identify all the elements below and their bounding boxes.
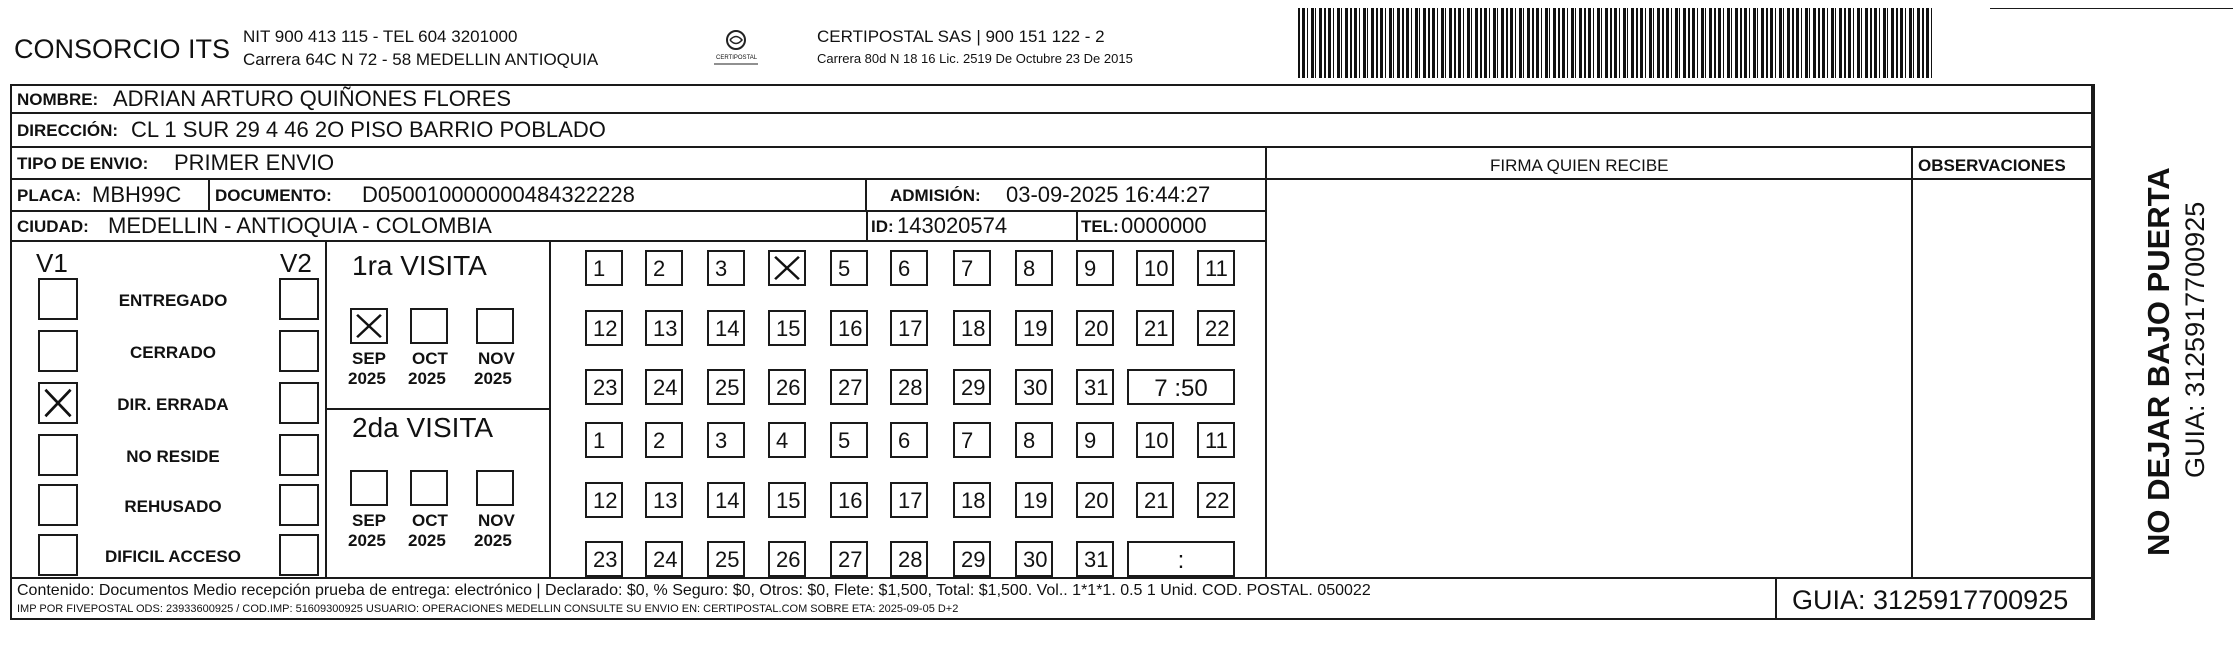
day-box[interactable]: 12 [585, 310, 623, 346]
col-line [1911, 146, 1913, 577]
day-box[interactable]: 30 [1015, 369, 1053, 405]
col-line [325, 240, 327, 577]
day-box[interactable]: 31 [1076, 369, 1114, 405]
month-checkbox[interactable] [350, 470, 388, 506]
day-box[interactable]: 21 [1136, 482, 1174, 518]
tipo-envio-label: TIPO DE ENVIO: [17, 154, 149, 173]
col-line [866, 210, 868, 240]
day-box[interactable]: 20 [1076, 310, 1114, 346]
day-box[interactable]: 24 [645, 541, 683, 577]
firma-header: FIRMA QUIEN RECIBE [1490, 156, 1669, 175]
direccion-value: CL 1 SUR 29 4 46 2O PISO BARRIO POBLADO [131, 117, 606, 142]
day-box[interactable]: 10 [1136, 250, 1174, 286]
imp-line: IMP POR FIVEPOSTAL ODS: 23933600925 / COD.IMP: 51609300925 USUARIO: OPERACIONES MEDELLIN CONSULTE SU ENVIO EN: CERTIPOSTAL.COM SOBRE ETA: 2025-09-05 D+2 [17, 603, 959, 615]
v1-checkbox[interactable] [38, 278, 78, 320]
id-value: 143020574 [897, 213, 1008, 238]
year-label: 2025 [408, 369, 446, 388]
day-box[interactable] [768, 250, 806, 286]
status-label: ENTREGADO [118, 291, 228, 310]
day-box[interactable]: 7 [953, 422, 991, 458]
status-label: REHUSADO [124, 497, 222, 516]
license-line: Carrera 80d N 18 16 Lic. 2519 De Octubre 23 De 2015 [817, 51, 1133, 66]
col-line [1775, 577, 1777, 620]
day-box[interactable]: 11 [1197, 422, 1235, 458]
month-label: OCT [412, 511, 448, 530]
day-box[interactable]: 1 [585, 250, 623, 286]
year-label: 2025 [348, 531, 386, 550]
no-dejar-bajo-puerta: NO DEJAR BAJO PUERTA [2141, 167, 2176, 556]
day-box[interactable]: 29 [953, 369, 991, 405]
year-label: 2025 [474, 531, 512, 550]
top-right-line [1990, 8, 2233, 9]
col-line [1265, 146, 1267, 577]
day-box[interactable]: 16 [830, 310, 868, 346]
day-box[interactable]: 10 [1136, 422, 1174, 458]
year-label: 2025 [474, 369, 512, 388]
col-line [208, 178, 210, 210]
day-box[interactable]: 17 [890, 310, 928, 346]
month-label: NOV [478, 349, 515, 368]
day-box[interactable]: 4 [768, 422, 806, 458]
status-label: DIR. ERRADA [117, 395, 229, 414]
day-box[interactable]: 14 [707, 482, 745, 518]
day-box[interactable]: 5 [830, 422, 868, 458]
row-line [10, 146, 2093, 148]
year-label: 2025 [408, 531, 446, 550]
day-box[interactable]: 21 [1136, 310, 1174, 346]
day-box[interactable]: 14 [707, 310, 745, 346]
day-box[interactable]: 8 [1015, 250, 1053, 286]
day-box[interactable]: 3 [707, 422, 745, 458]
day-box[interactable]: 2 [645, 422, 683, 458]
day-box[interactable]: 3 [707, 250, 745, 286]
day-box[interactable]: 12 [585, 482, 623, 518]
day-box[interactable]: 8 [1015, 422, 1053, 458]
row-line [10, 240, 1265, 242]
day-box[interactable]: 30 [1015, 541, 1053, 577]
row-line [10, 178, 2093, 180]
month-checkbox[interactable] [476, 470, 514, 506]
placa-value: MBH99C [92, 182, 182, 207]
row-line [10, 618, 2093, 620]
certipostal-line: CERTIPOSTAL SAS | 900 151 122 - 2 [817, 27, 1105, 46]
status-label: CERRADO [130, 343, 216, 362]
day-box[interactable]: 25 [707, 541, 745, 577]
month-label: OCT [412, 349, 448, 368]
company-address: Carrera 64C N 72 - 58 MEDELLIN ANTIOQUIA [243, 50, 599, 69]
v2-checkbox[interactable] [279, 330, 319, 372]
day-box[interactable]: 13 [645, 310, 683, 346]
day-box[interactable]: 6 [890, 250, 928, 286]
col-line [1076, 210, 1078, 240]
certipostal-logo [706, 28, 766, 70]
day-box[interactable]: 23 [585, 541, 623, 577]
col-line [549, 240, 551, 577]
v2-checkbox[interactable] [279, 278, 319, 320]
nombre-value: ADRIAN ARTURO QUIÑONES FLORES [113, 86, 512, 111]
day-box[interactable]: 17 [890, 482, 928, 518]
time-field[interactable]: : [1127, 541, 1235, 577]
status-label: DIFICIL ACCESO [104, 547, 241, 566]
company-name: CONSORCIO ITS [14, 34, 231, 64]
month-label: SEP [352, 349, 387, 368]
nombre-label: NOMBRE: [17, 90, 99, 109]
row-line [10, 577, 2093, 579]
day-box[interactable]: 6 [890, 422, 928, 458]
day-box[interactable]: 11 [1197, 250, 1235, 286]
day-box[interactable]: 16 [830, 482, 868, 518]
company-nit: NIT 900 413 115 - TEL 604 3201000 [243, 27, 518, 46]
day-box[interactable]: 26 [768, 369, 806, 405]
footer-guia: GUIA: 3125917700925 [1792, 585, 2069, 615]
day-box[interactable]: 25 [707, 369, 745, 405]
month-label: SEP [352, 511, 387, 530]
v2-checkbox[interactable] [279, 434, 319, 476]
ciudad-value: MEDELLIN - ANTIOQUIA - COLOMBIA [108, 213, 492, 238]
day-box[interactable]: 15 [768, 310, 806, 346]
day-box[interactable]: 2 [645, 250, 683, 286]
month-checkbox[interactable] [410, 308, 448, 344]
logo-text: CERTIPOSTAL [716, 55, 758, 61]
day-box[interactable]: 24 [645, 369, 683, 405]
v2-checkbox[interactable] [279, 534, 319, 576]
barcode [1298, 8, 1932, 78]
documento-value: D050010000000484322228 [362, 182, 635, 207]
visit-title: 1ra VISITA [352, 250, 487, 281]
id-label: ID: [871, 217, 894, 236]
month-checkbox[interactable] [476, 308, 514, 344]
v2-checkbox[interactable] [279, 484, 319, 526]
col-line [865, 178, 867, 210]
row-line [325, 408, 549, 410]
status-label: NO RESIDE [126, 447, 220, 466]
month-label: NOV [478, 511, 515, 530]
v2-checkbox[interactable] [279, 382, 319, 424]
ciudad-label: CIUDAD: [17, 217, 89, 236]
month-checkbox[interactable] [350, 308, 388, 344]
time-field[interactable]: 7 :50 [1127, 369, 1235, 405]
day-box[interactable]: 22 [1197, 482, 1235, 518]
row-line [10, 112, 2093, 114]
day-box[interactable]: 9 [1076, 422, 1114, 458]
day-box[interactable]: 29 [953, 541, 991, 577]
observaciones-header: OBSERVACIONES [1918, 156, 2066, 175]
day-box[interactable]: 18 [953, 310, 991, 346]
day-box[interactable]: 19 [1015, 310, 1053, 346]
admision-label: ADMISIÓN: [890, 186, 981, 205]
v1-checkbox[interactable] [38, 434, 78, 476]
contenido-line: Contenido: Documentos Medio recepción prueba de entrega: electrónico | Declarado: $0, % Seguro: $0, Otros: $0, Flete: $1,500, Total: $1,500. Vol.. 1*1*1. 0.5 1 Unid. COD. POSTAL. 050022 [17, 582, 1371, 599]
day-box[interactable]: 5 [830, 250, 868, 286]
day-box[interactable]: 1 [585, 422, 623, 458]
year-label: 2025 [348, 369, 386, 388]
day-box[interactable]: 26 [768, 541, 806, 577]
day-box[interactable]: 13 [645, 482, 683, 518]
day-box[interactable]: 28 [890, 369, 928, 405]
tipo-envio-value: PRIMER ENVIO [174, 150, 335, 175]
day-box[interactable]: 31 [1076, 541, 1114, 577]
v1-checkbox[interactable] [38, 330, 78, 372]
tel-value: 0000000 [1121, 213, 1207, 238]
day-box[interactable]: 27 [830, 369, 868, 405]
day-box[interactable]: 20 [1076, 482, 1114, 518]
day-box[interactable]: 28 [890, 541, 928, 577]
col-line [2093, 84, 2095, 620]
placa-label: PLACA: [17, 186, 82, 205]
direccion-label: DIRECCIÓN: [17, 121, 119, 140]
day-box[interactable]: 9 [1076, 250, 1114, 286]
admision-value: 03-09-2025 16:44:27 [1006, 182, 1211, 207]
day-box[interactable]: 27 [830, 541, 868, 577]
day-box[interactable]: 19 [1015, 482, 1053, 518]
day-box[interactable]: 22 [1197, 310, 1235, 346]
v1-checkbox[interactable] [38, 484, 78, 526]
tel-label: TEL: [1081, 217, 1119, 236]
day-box[interactable]: 18 [953, 482, 991, 518]
documento-label: DOCUMENTO: [215, 186, 332, 205]
day-box[interactable]: 7 [953, 250, 991, 286]
v2-header: V2 [280, 248, 312, 278]
month-checkbox[interactable] [410, 470, 448, 506]
day-box[interactable]: 15 [768, 482, 806, 518]
day-box[interactable]: 23 [585, 369, 623, 405]
visit-title: 2da VISITA [352, 412, 494, 443]
v1-checkbox[interactable] [38, 534, 78, 576]
side-guia: GUIA: 3125917700925 [2180, 201, 2210, 478]
v1-checkbox[interactable] [38, 382, 78, 424]
v1-header: V1 [36, 248, 68, 278]
